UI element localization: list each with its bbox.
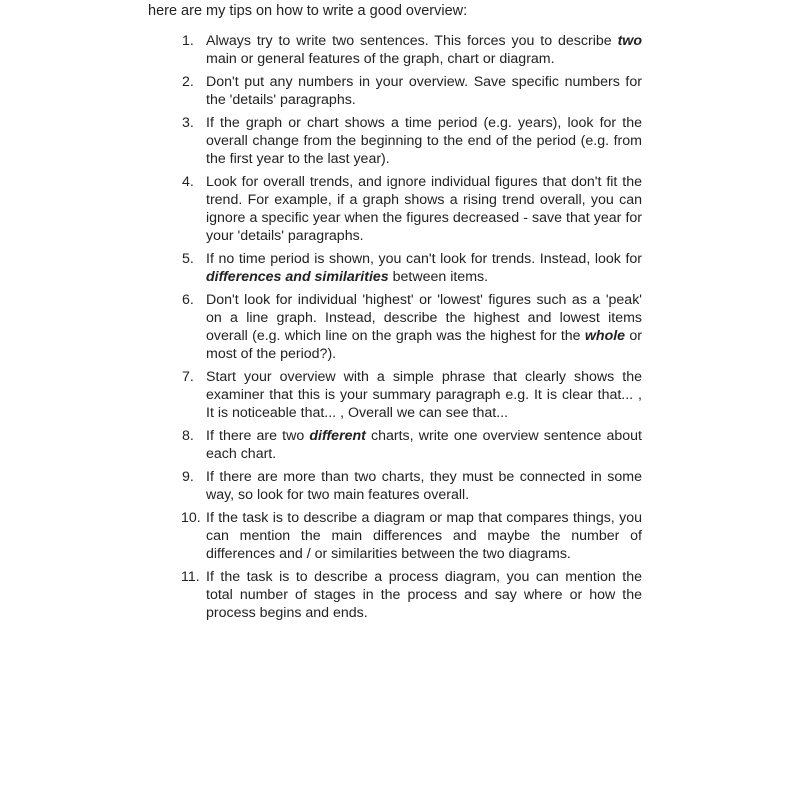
tip-number: 10.	[181, 510, 201, 526]
tip-number: 5.	[182, 251, 194, 267]
tip-number: 8.	[182, 428, 194, 444]
tip-number: 4.	[182, 174, 194, 190]
tip-number: 7.	[182, 369, 194, 385]
tip-text: between items.	[388, 269, 489, 285]
tip-item	[182, 368, 642, 422]
tip-text: charts, write one overview sentence about each chart.	[206, 428, 642, 462]
emphasis-text: two	[617, 33, 642, 49]
tip-number: 11.	[181, 569, 200, 585]
tip-text: If the task is to describe a process diagram, you can mention the total number of stages in the process and say where or how the process begins and ends.	[206, 569, 642, 621]
tip-item	[182, 427, 642, 463]
tip-text: Don't look for individual 'highest' or 'lowest' figures such as a 'peak' on a line graph. Instead, describe the highest and lowest items overall (e.g. which line on the graph was the highest for the	[206, 292, 642, 344]
tip-item	[182, 32, 642, 68]
emphasis-text: whole	[584, 328, 626, 344]
tip-number: 9.	[182, 469, 194, 485]
emphasis-text: differences and similarities	[206, 269, 389, 285]
tip-item	[182, 291, 642, 363]
tip-text: Don't put any numbers in your overview. Save specific numbers for the 'details' paragraphs.	[206, 74, 642, 108]
tip-text: Start your overview with a simple phrase that clearly shows the examiner that this is your summary paragraph e.g. It is clear that... , It is noticeable that... , Overall we can see that...	[206, 369, 642, 421]
tip-item	[182, 250, 642, 286]
tip-text: If there are more than two charts, they must be connected in some way, so look for two main features overall.	[206, 469, 642, 503]
tip-number: 3.	[182, 115, 194, 131]
tip-number: 2.	[182, 74, 194, 90]
tip-text: Look for overall trends, and ignore individual figures that don't fit the trend. For example, if a graph shows a rising trend overall, you can ignore a specific year when the figures decreased - save that year for your 'details' paragraphs.	[206, 174, 642, 244]
tip-text: If there are two	[206, 428, 310, 444]
tip-item	[182, 73, 642, 109]
tip-text: Always try to write two sentences. This forces you to describe	[206, 33, 618, 49]
tip-text: If no time period is shown, you can't look for trends. Instead, look for	[206, 251, 642, 267]
tip-number: 6.	[182, 292, 194, 308]
tip-text: If the task is to describe a diagram or map that compares things, you can mention the main differences and maybe the number of differences and / or similarities between the two diagrams.	[206, 510, 642, 562]
tip-item	[182, 568, 642, 622]
tip-text: If the graph or chart shows a time period (e.g. years), look for the overall change from the beginning to the end of the period (e.g. from the first year to the last year).	[206, 115, 642, 167]
tip-text: main or general features of the graph, chart or diagram.	[206, 51, 555, 67]
tip-text: or most of the period?).	[206, 328, 642, 362]
intro-text: here are my tips on how to write a good overview:	[148, 3, 468, 19]
tip-item	[182, 468, 642, 504]
emphasis-text: different	[309, 428, 366, 444]
tip-item	[182, 509, 642, 563]
tip-item	[182, 173, 642, 245]
tips-list	[182, 32, 642, 627]
tip-item	[182, 114, 642, 168]
tip-number: 1.	[182, 33, 194, 49]
